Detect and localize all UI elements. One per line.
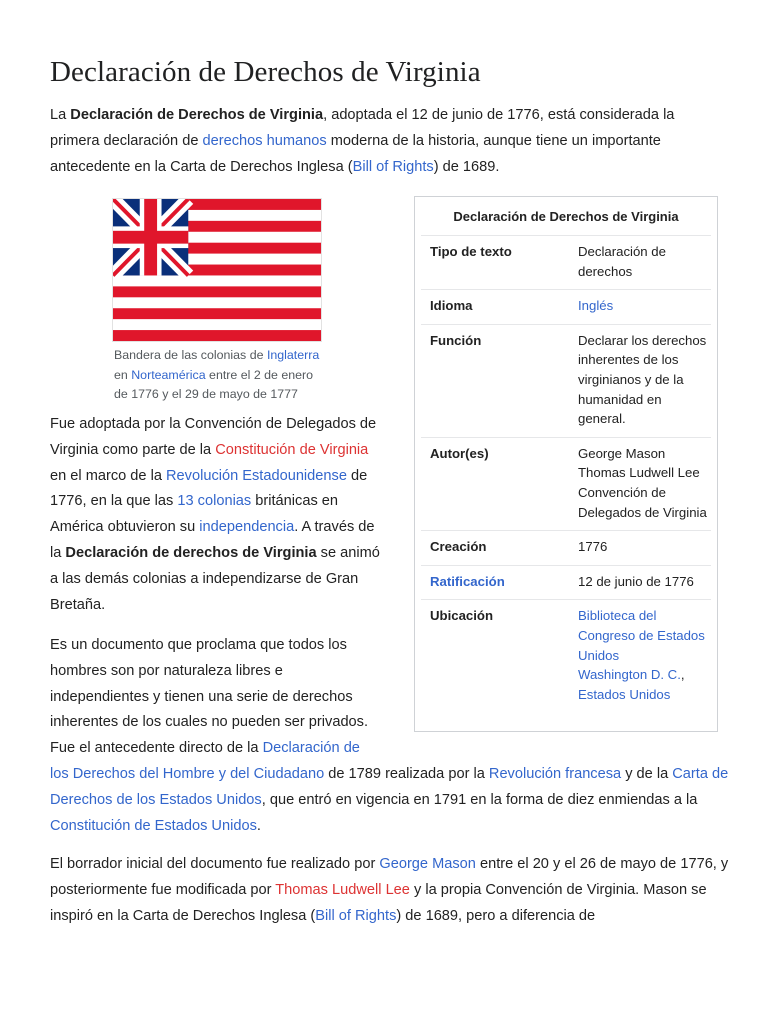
author-convencion: Convención de Delegados de Virginia [578,484,707,520]
infobox-label: Idioma [430,298,473,314]
text: ) de 1689. [433,158,500,175]
flag-figure [112,198,322,342]
infobox-label: Ubicación [430,608,494,624]
text: y la propia Convención de Virginia. Mason se inspiró en la Carta de Derechos Inglesa ( [50,881,707,924]
flag-stripe [113,308,321,319]
text: Fue adoptada por la Convención de Delegados de Virginia como parte de la [50,416,377,458]
text: de 1776, en la que las [50,467,368,510]
infobox-row-ratificacion [421,566,711,601]
author-george-mason: George Mason [578,445,666,461]
link-carta-derechos-eeuu[interactable]: Carta de Derechos de los Estados Unidos [50,765,729,808]
infobox-row-creacion [421,531,711,566]
infobox-title: Declaración de Derechos de Virginia [421,197,711,236]
text: en [114,367,132,382]
grand-union-flag-image[interactable] [112,198,322,342]
text: en el marco de la [50,467,167,484]
text: británicas en América obtuvieron su [50,493,339,536]
link-revolucion-estadounidense[interactable]: Revolución Estadounidense [166,467,347,484]
text: Es un documento que proclama que todos los hombres son por naturaleza libres e independientes y tienen una serie de derechos inherentes de los cuales no pueden ser privados. Fue el antecedente directo de la [50,637,369,757]
flag-cross-red [113,231,188,244]
infobox-value: 12 de junio de 1776 [578,573,694,589]
bold-text: Declaración de Derechos de Virginia [70,107,324,123]
infobox-label: Función [430,332,482,348]
link-ingles[interactable]: Inglés [578,298,614,314]
intro-paragraph [50,103,722,180]
text: entre el 20 y el 26 de mayo de 1776, y posteriormente fue modificada por [50,856,729,898]
text: , adoptada el 12 de junio de 1776, está considerada la primera declaración de [50,107,675,149]
text: entre el 2 de enero de 1776 y el 29 de mayo de 1777 [114,367,314,401]
flag-caption [114,346,324,405]
infobox-value: Declaración de derechos [578,244,666,279]
text: La [50,107,71,123]
link-washington-dc[interactable]: Washington D. C. [578,667,681,683]
link-biblioteca-congreso[interactable]: Biblioteca del Congreso de Estados Unidos [578,608,705,663]
text: . A través de la [50,519,375,561]
text: se animó a las demás colonias a independizarse de Gran Bretaña. [50,544,380,613]
link-thomas-ludwell-lee[interactable]: Thomas Ludwell Lee [275,881,410,898]
flag-stripe [113,330,321,341]
text: . [256,817,261,834]
author-thomas-lee: Thomas Ludwell Lee [578,465,700,481]
text: , que entró en vigencia en 1791 en la forma de diez enmiendas a la [261,791,698,808]
infobox-row-autores [421,438,711,531]
page-title: Declaración de Derechos de Virginia [50,56,481,88]
text: moderna de la historia, aunque tiene un importante antecedente en la Carta de Derechos Inglesa ( [50,132,661,175]
infobox-value: Declarar los derechos inherentes de los virginianos y de la humanidad en general. [578,332,707,427]
flag-stripe [113,286,321,297]
link-ratificacion[interactable]: Ratificación [430,573,505,589]
bold-text: Declaración de derechos de Virginia [65,544,317,561]
infobox-row-funcion [421,325,711,438]
link-constitucion-virginia[interactable]: Constitución de Virginia [215,441,369,458]
infobox-row-tipo [421,236,711,290]
text: de 1789 realizada por la [324,765,489,782]
link-bill-of-rights[interactable]: Bill of Rights [352,158,434,175]
link-independencia[interactable]: independencia [199,519,295,536]
link-derechos-humanos[interactable]: derechos humanos [202,132,327,149]
text: ) de 1689, pero a diferencia de [396,907,596,924]
link-george-mason[interactable]: George Mason [379,856,476,872]
paragraph-adopcion [50,412,386,618]
text-block [50,633,382,762]
infobox-label: Creación [430,539,487,555]
infobox-value: 1776 [578,539,608,555]
text: El borrador inicial del documento fue realizado por [50,856,380,872]
text: Bandera de las colonias de [114,348,267,362]
link-norteamerica[interactable]: Norteamérica [131,367,206,382]
flag-stripe [113,275,321,286]
link-declaracion-derechos-hombre-cont[interactable]: los Derechos del Hombre y del Ciudadano [50,765,325,782]
flag-stripe [113,319,321,330]
paragraph-documento [50,633,730,839]
link-bill-of-rights-2[interactable]: Bill of Rights [315,907,397,924]
link-inglaterra[interactable]: Inglaterra [266,348,320,362]
flag-stripe [113,297,321,308]
paragraph-borrador [50,852,730,929]
link-estados-unidos[interactable]: Estados Unidos [578,686,671,702]
link-declaracion-derechos-hombre[interactable]: Declaración de [262,740,360,757]
infobox-value [578,444,710,522]
link-13-colonias[interactable]: 13 colonias [177,493,252,510]
link-revolucion-francesa[interactable]: Revolución francesa [488,765,622,782]
infobox-label: Tipo de texto [430,244,512,259]
infobox-label: Autor(es) [430,445,489,461]
link-constitucion-eeuu[interactable]: Constitución de Estados Unidos [50,817,257,834]
text: , [680,667,685,683]
text: y de la [621,765,673,782]
infobox-row-idioma [421,290,711,325]
